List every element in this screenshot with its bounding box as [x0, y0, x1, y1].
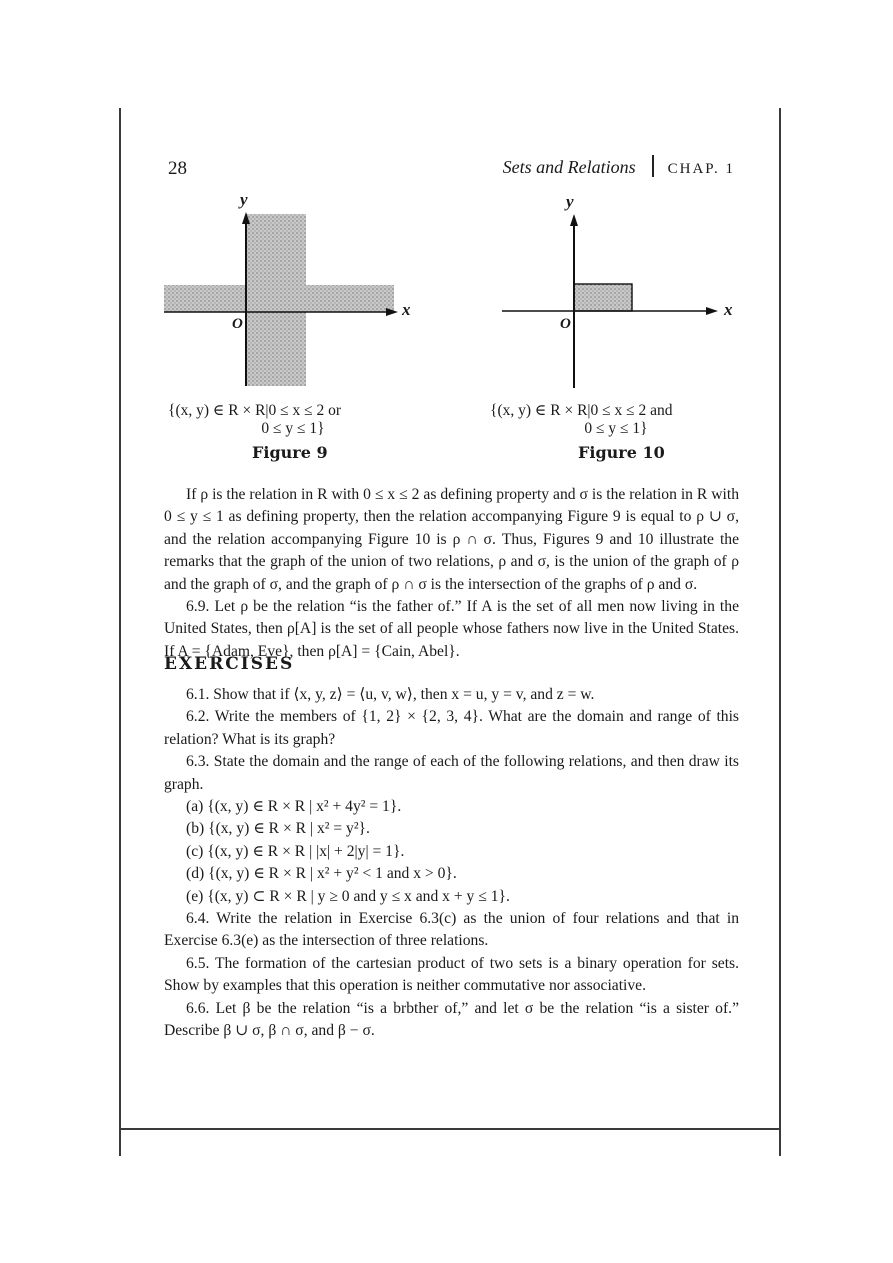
figure-9 — [160, 192, 430, 392]
left-page-border-lower — [119, 1130, 121, 1156]
figure-9-label: Figure 9 — [252, 443, 328, 462]
running-title: Sets and Relations — [502, 157, 636, 177]
figure-10-intersection-region — [574, 284, 632, 311]
header-separator — [652, 155, 654, 177]
exercise-6-3-a: (a) {(x, y) ∈ R × R | x² + 4y² = 1}. — [186, 798, 402, 816]
exercises-heading: EXERCISES — [164, 654, 295, 674]
exercise-6-4: 6.4. Write the relation in Exercise 6.3(c) as the union of four relations and that in Exercise 6.3(e) as the intersection of three relations. — [164, 910, 739, 950]
body-text — [164, 484, 739, 663]
exercise-6-1: 6.1. Show that if ⟨x, y, z⟩ = ⟨u, v, w⟩, then x = u, y = v, and z = w. — [186, 686, 595, 703]
figure-9-y-label: y — [240, 190, 248, 209]
figure-9-caption — [168, 402, 418, 438]
exercise-6-3: 6.3. State the domain and the range of each of the following relations, and then draw its graph. — [164, 753, 739, 793]
exercise-6-2: 6.2. Write the members of {1, 2} × {2, 3, 4}. What are the domain and range of this relation? What is its graph? — [164, 708, 739, 748]
exercise-6-3-e: (e) {(x, y) ⊂ R × R | y ≥ 0 and y ≤ x and x + y ≤ 1}. — [186, 887, 510, 905]
figure-10-caption — [490, 402, 742, 438]
running-head — [503, 155, 735, 178]
paragraph-union-intersection: If ρ is the relation in R with 0 ≤ x ≤ 2 as defining property and σ is the relation in R with 0 ≤ y ≤ 1 as defining property, then the relation accompanying Figure 9 is equal to ρ ∪ σ, and the relation accompanying Figure 10 is ρ ∩ σ. Thus, Figures 9 and 10 illustrate the remarks that the graph of the union of two relations, ρ and σ, is the union of the graph of ρ and the graph of σ, and the graph of ρ ∩ σ is the intersection of the graphs of ρ and σ. — [164, 486, 739, 593]
figure-9-caption-line2: 0 ≤ y ≤ 1} — [261, 420, 325, 437]
figure-10-origin-label: O — [560, 316, 571, 332]
exercise-6-5: 6.5. The formation of the cartesian product of two sets is a binary operation for sets. Show by examples that this operation is neither commutative nor associative. — [164, 954, 739, 995]
paragraph-6-9: 6.9. Let ρ be the relation “is the father of.” If A is the set of all men now living in the United States, then ρ[A] is the set of all people whose fathers now live in the United States. If A = {Adam, Eve}, then ρ[A] = {Cain, Abel}. — [164, 598, 739, 660]
exercises-list — [164, 684, 739, 1043]
chapter-label: CHAP. 1 — [667, 161, 735, 177]
bottom-page-border — [119, 1128, 781, 1130]
exercise-6-3-b: (b) {(x, y) ∈ R × R | x² = y²}. — [186, 820, 370, 838]
figure-10-label: Figure 10 — [578, 443, 665, 462]
left-page-border — [119, 108, 121, 1128]
figure-10 — [498, 192, 748, 392]
page-number: 28 — [168, 158, 187, 179]
figure-9-caption-line1: {(x, y) ∈ R × R|0 ≤ x ≤ 2 or — [168, 402, 342, 419]
figure-10-x-label: x — [724, 300, 733, 319]
figure-9-graph — [160, 192, 430, 392]
figure-9-x-label: x — [402, 300, 411, 319]
exercise-6-3-c: (c) {(x, y) ∈ R × R | |x| + 2|y| = 1}. — [186, 842, 405, 860]
figure-10-graph — [498, 192, 748, 392]
right-page-border — [779, 108, 781, 1128]
figure-9-origin-label: O — [232, 316, 243, 332]
figure-10-caption-line1: {(x, y) ∈ R × R|0 ≤ x ≤ 2 and — [490, 402, 673, 419]
figure-10-y-label: y — [566, 192, 574, 211]
figure-9-horizontal-strip — [164, 285, 394, 312]
right-page-border-lower — [779, 1130, 781, 1156]
figure-10-caption-line2: 0 ≤ y ≤ 1} — [584, 420, 648, 437]
exercise-6-3-d: (d) {(x, y) ∈ R × R | x² + y² < 1 and x > 0}. — [186, 865, 457, 883]
exercise-6-6: 6.6. Let β be the relation “is a brbther of,” and let σ be the relation “is a sister of.” Describe β ∪ σ, β ∩ σ, and β − σ. — [164, 999, 739, 1040]
